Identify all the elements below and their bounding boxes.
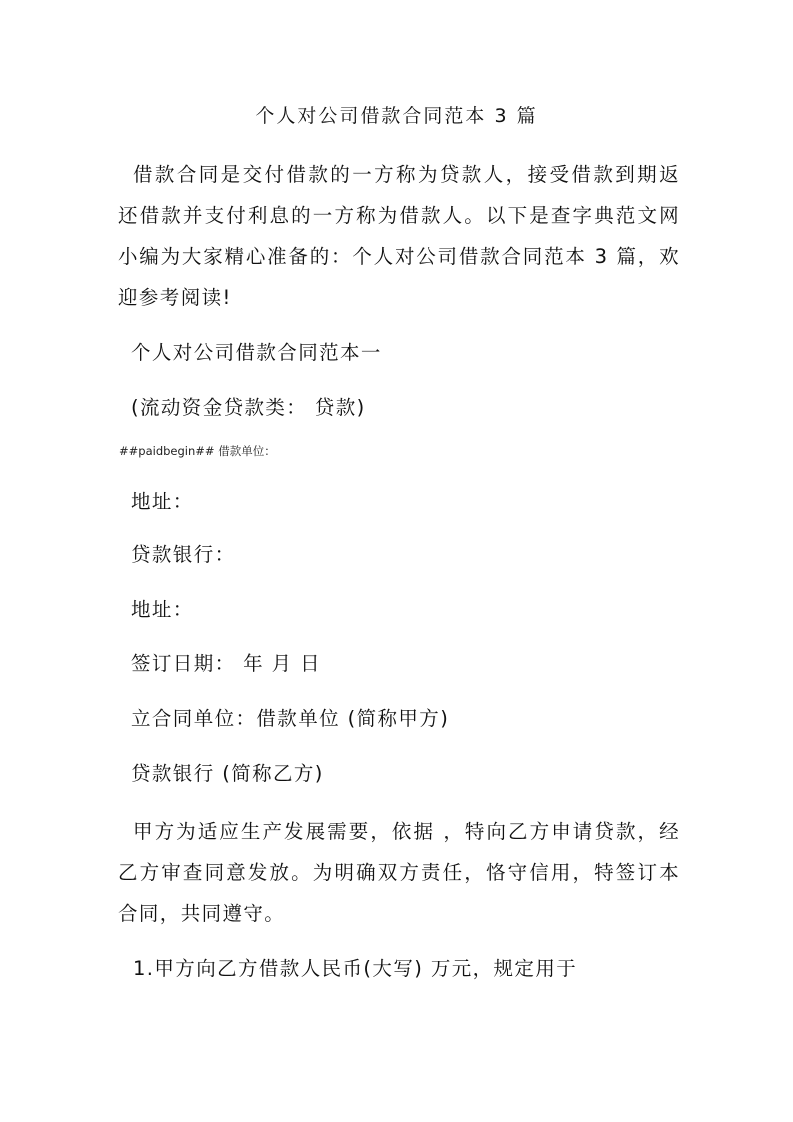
- lending-bank: 贷款银行：: [131, 543, 236, 566]
- bank-address: 地址：: [131, 598, 194, 621]
- purpose-line-1: 甲方为适应生产发展需要，依据 ，特向乙方申请贷款，经: [133, 820, 680, 843]
- paid-marker: ##paidbegin## 借款单位：: [119, 444, 276, 458]
- intro-line-2: 还借款并支付利息的一方称为借款人。以下是查字典范文网: [118, 204, 680, 227]
- intro-line-1: 借款合同是交付借款的一方称为贷款人，接受借款到期返: [133, 163, 680, 186]
- loan-type: (流动资金贷款类： 贷款): [131, 396, 366, 419]
- purpose-line-2: 乙方审查同意发放。为明确双方责任，恪守信用，特签订本: [118, 861, 680, 884]
- contracting-party: 立合同单位：借款单位 (简称甲方): [131, 707, 450, 730]
- intro-line-4: 迎参考阅读!: [118, 286, 232, 309]
- document-title: 个人对公司借款合同范本 3 篇: [255, 105, 538, 127]
- bank-party: 贷款银行 (简称乙方): [131, 762, 324, 785]
- signing-date: 签订日期： 年 月 日: [131, 652, 321, 675]
- section-heading: 个人对公司借款合同范本一: [131, 341, 382, 364]
- intro-line-3: 小编为大家精心准备的：个人对公司借款合同范本 3 篇，欢: [118, 245, 680, 268]
- clause-1: 1.甲方向乙方借款人民币(大写) 万元，规定用于: [133, 957, 578, 980]
- intro-paragraph: [118, 154, 680, 318]
- borrower-address: 地址：: [131, 490, 194, 513]
- purpose-line-3: 合同，共同遵守。: [118, 902, 286, 925]
- purpose-paragraph: [118, 811, 680, 934]
